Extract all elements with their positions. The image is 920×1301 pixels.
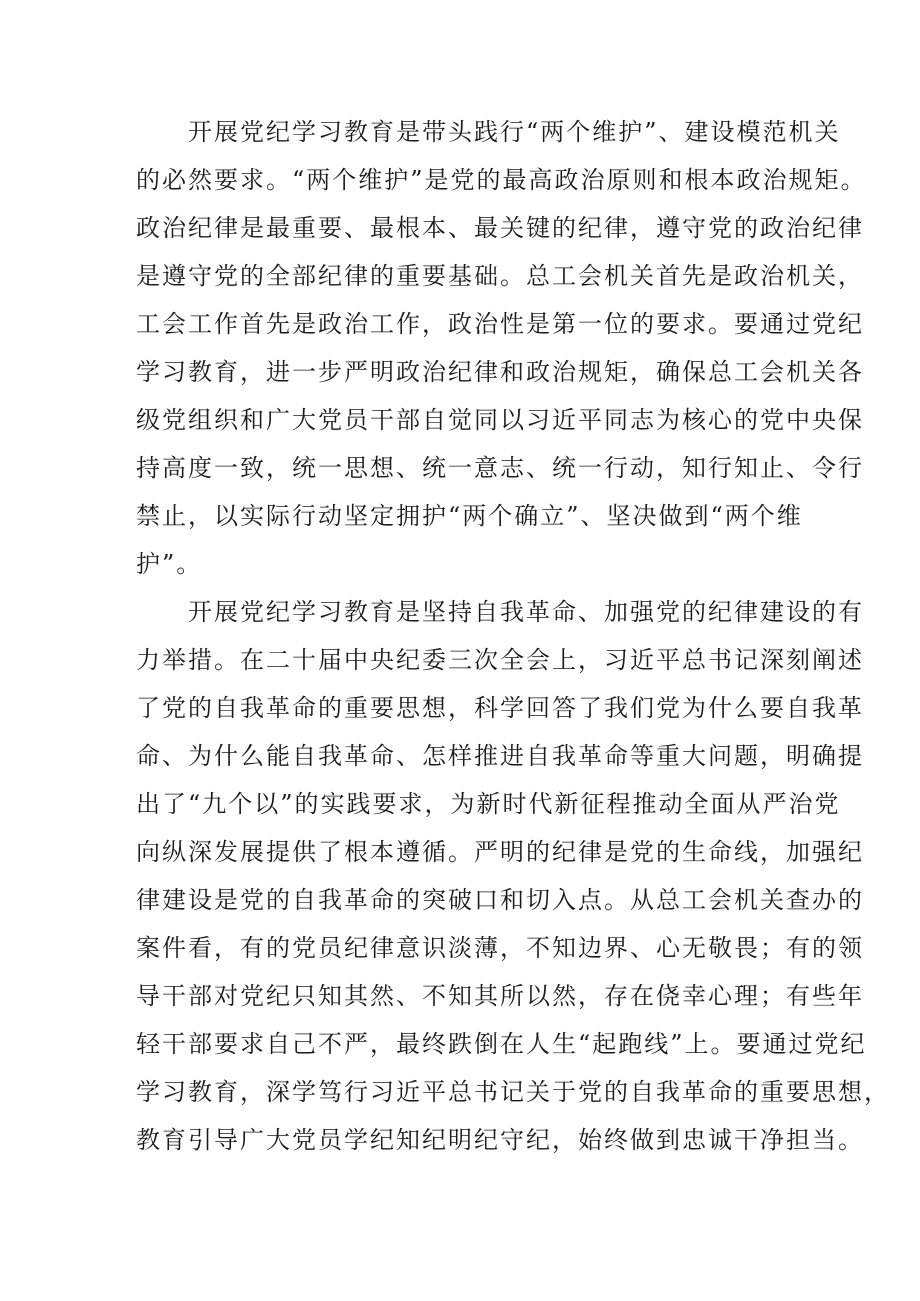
paragraph-line: 案件看，有的党员纪律意识淡薄，不知边界、心无敬畏；有的领 — [136, 934, 864, 962]
paragraph-line: 力举措。在二十届中央纪委三次全会上，习近平总书记深刻阐述 — [136, 646, 864, 674]
paragraph-line: 出了“九个以”的实践要求，为新时代新征程推动全面从严治党 — [136, 790, 841, 818]
paragraph-line: 开展党纪学习教育是带头践行“两个维护”、建设模范机关 — [188, 118, 841, 146]
paragraph-2 — [136, 592, 890, 1168]
paragraph-line: 护”。 — [136, 550, 203, 578]
paragraph-line: 学习教育，深学笃行习近平总书记关于党的自我革命的重要思想， — [136, 1078, 890, 1106]
paragraph-line: 学习教育，进一步严明政治纪律和政治规矩，确保总工会机关各 — [136, 358, 864, 386]
paragraph-1 — [136, 112, 867, 592]
paragraph-line: 级党组织和广大党员干部自觉同以习近平同志为核心的党中央保 — [136, 406, 864, 434]
paragraph-line: 命、为什么能自我革命、怎样推进自我革命等重大问题，明确提 — [136, 742, 864, 770]
paragraph-line: 是遵守党的全部纪律的重要基础。总工会机关首先是政治机关， — [136, 262, 864, 290]
paragraph-line: 向纵深发展提供了根本遵循。严明的纪律是党的生命线，加强纪 — [136, 838, 864, 866]
paragraph-line: 工会工作首先是政治工作，政治性是第一位的要求。要通过党纪 — [136, 310, 864, 338]
paragraph-line: 开展党纪学习教育是坚持自我革命、加强党的纪律建设的有 — [188, 598, 864, 626]
paragraph-line: 禁止，以实际行动坚定拥护“两个确立”、坚决做到“两个维 — [136, 502, 803, 530]
paragraph-line: 轻干部要求自己不严，最终跌倒在人生“起跑线”上。要通过党纪 — [136, 1030, 867, 1058]
paragraph-line: 律建设是党的自我革命的突破口和切入点。从总工会机关查办的 — [136, 886, 864, 914]
paragraph-line: 导干部对党纪只知其然、不知其所以然，存在侥幸心理；有些年 — [136, 982, 864, 1010]
paragraph-line: 的必然要求。“两个维护”是党的最高政治原则和根本政治规矩。 — [136, 166, 867, 194]
paragraph-line: 政治纪律是最重要、最根本、最关键的纪律，遵守党的政治纪律 — [136, 214, 864, 242]
paragraph-line: 教育引导广大党员学纪知纪明纪守纪，始终做到忠诚干净担当。 — [136, 1126, 864, 1154]
paragraph-line: 持高度一致，统一思想、统一意志、统一行动，知行知止、令行 — [136, 454, 864, 482]
paragraph-line: 了党的自我革命的重要思想，科学回答了我们党为什么要自我革 — [136, 694, 864, 722]
